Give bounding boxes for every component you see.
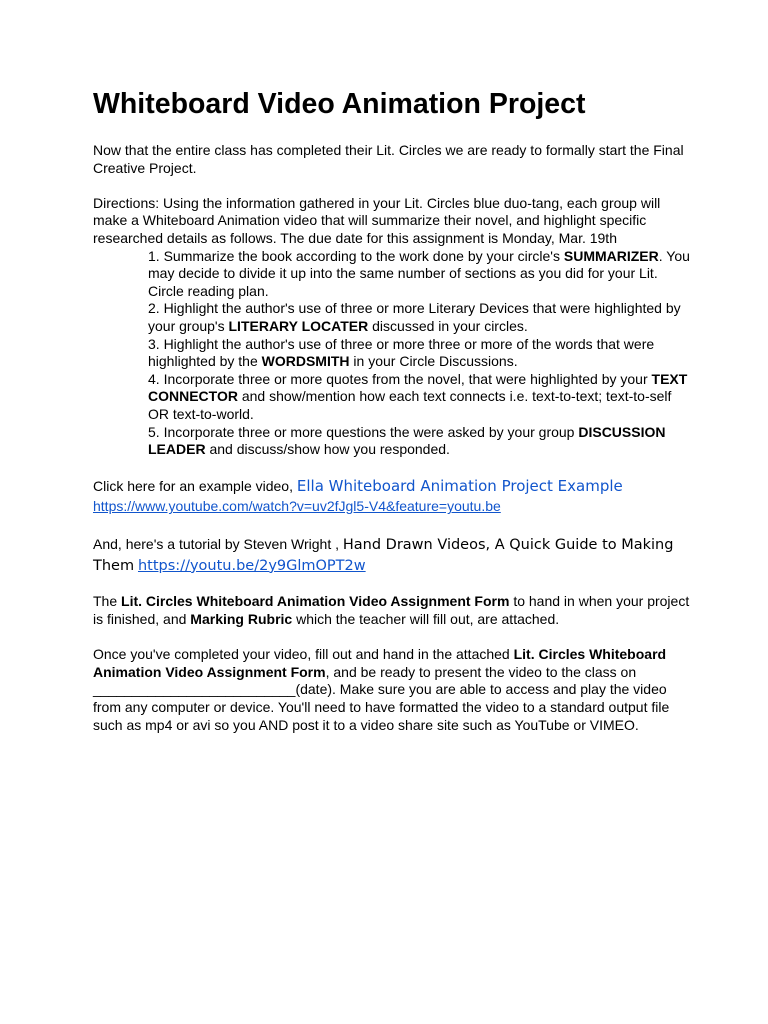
document-title: Whiteboard Video Animation Project — [93, 88, 586, 120]
list-item: 5. Incorporate three or more questions the were asked by your group DISCUSSION LEADER and discuss/show how you responded. — [148, 423, 666, 458]
document-page — [93, 84, 693, 734]
tutorial-paragraph: And, here's a tutorial by Steven Wright , Hand Drawn Videos, A Quick Guide to Making Them https://youtu.be/2y9GlmOPT2w — [93, 535, 674, 574]
final-paragraph: Once you've completed your video, fill out and hand in the attached Lit. Circles Whiteboard Animation Video Assignment Form, and be ready to present the video to the class on __________________________(date). Make sure you are able to access and play the video from any computer or device. You'll need to have formatted the video to a standard output file such as mp4 or avi so you AND post it to a video share site such as YouTube or VIMEO. — [93, 646, 670, 733]
intro-paragraph: Now that the entire class has completed their Lit. Circles we are ready to formally start the Final Creative Project. — [93, 142, 684, 176]
tutorial-url[interactable]: https://youtu.be/2y9GlmOPT2w — [137, 557, 366, 574]
example-video-link[interactable]: Ella Whiteboard Animation Project Example — [296, 477, 623, 496]
list-item: 2. Highlight the author's use of three or more Literary Devices that were highlighted by your group's LITERARY LOCATER discussed in your circles. — [148, 300, 681, 334]
tutorial-title: Hand Drawn Videos, A Quick Guide to Making Them — [93, 536, 674, 574]
directions-list — [93, 248, 693, 459]
example-paragraph: Click here for an example video, Ella Whiteboard Animation Project Example https://www.youtube.com/watch?v=uv2fJgl5-V4&feature=youtu.be — [93, 477, 623, 515]
directions-paragraph: Directions: Using the information gathered in your Lit. Circles blue duo-tang, each group will make a Whiteboard Animation video that will summarize their novel, and highlight specific researched details as follows. The due date for this assignment is Monday, Mar. 19th — [93, 194, 661, 246]
list-item: 1. Summarize the book according to the work done by your circle's SUMMARIZER. You may decide to divide it up into the same number of sections as you did for your Lit. Circle reading plan. — [148, 247, 690, 299]
example-video-url[interactable]: https://www.youtube.com/watch?v=uv2fJgl5-V4&feature=youtu.be — [93, 498, 501, 515]
list-item: 3. Highlight the author's use of three or more three or more of the words that were highlighted by the WORDSMITH in your Circle Discussions. — [148, 335, 655, 370]
list-item: 4. Incorporate three or more quotes from the novel, that were highlighted by your TEXT CONNECTOR and show/mention how each text connects i.e. text-to-text; text-to-self OR text-to-world. — [148, 370, 688, 422]
form-paragraph: The Lit. Circles Whiteboard Animation Video Assignment Form to hand in when your project is finished, and Marking Rubric which the teacher will fill out, are attached. — [93, 593, 690, 628]
